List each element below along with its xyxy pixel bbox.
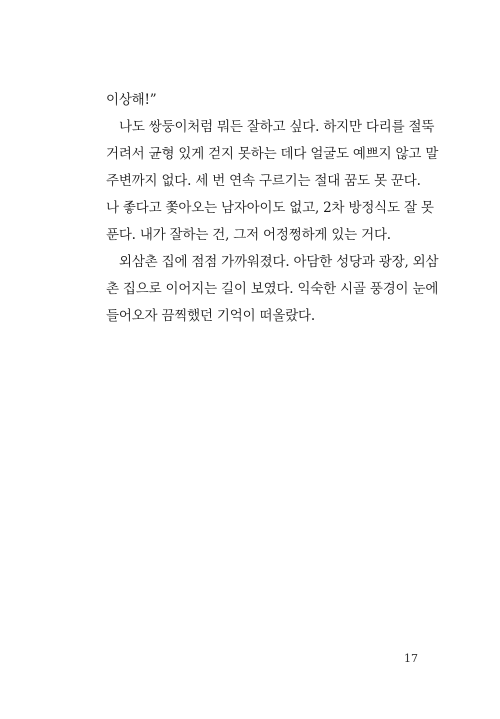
text-line: 나 좋다고 쫓아오는 남자아이도 없고, 2차 방정식도 잘 못 (106, 200, 434, 216)
text-line: 거려서 균형 있게 걷지 못하는 데다 얼굴도 예쁘지 않고 말 (106, 146, 439, 162)
text-line: 이상해!” (106, 92, 157, 108)
text-line: 나도 쌍둥이처럼 뭐든 잘하고 싶다. 하지만 다리를 절뚝 (119, 119, 435, 135)
text-line: 외삼촌 집에 점점 가까워졌다. 아담한 성당과 광장, 외삼 (119, 254, 439, 270)
text-line: 주변까지 없다. 세 번 연속 구르기는 절대 꿈도 못 꾼다. (106, 173, 421, 189)
text-line: 푼다. 내가 잘하는 건, 그저 어정쩡하게 있는 거다. (106, 227, 391, 243)
page-number: 17 (404, 652, 418, 665)
text-line: 촌 집으로 이어지는 길이 보였다. 익숙한 시골 풍경이 눈에 (106, 281, 439, 297)
text-line: 들어오자 끔찍했던 기억이 떠올랐다. (106, 308, 315, 324)
